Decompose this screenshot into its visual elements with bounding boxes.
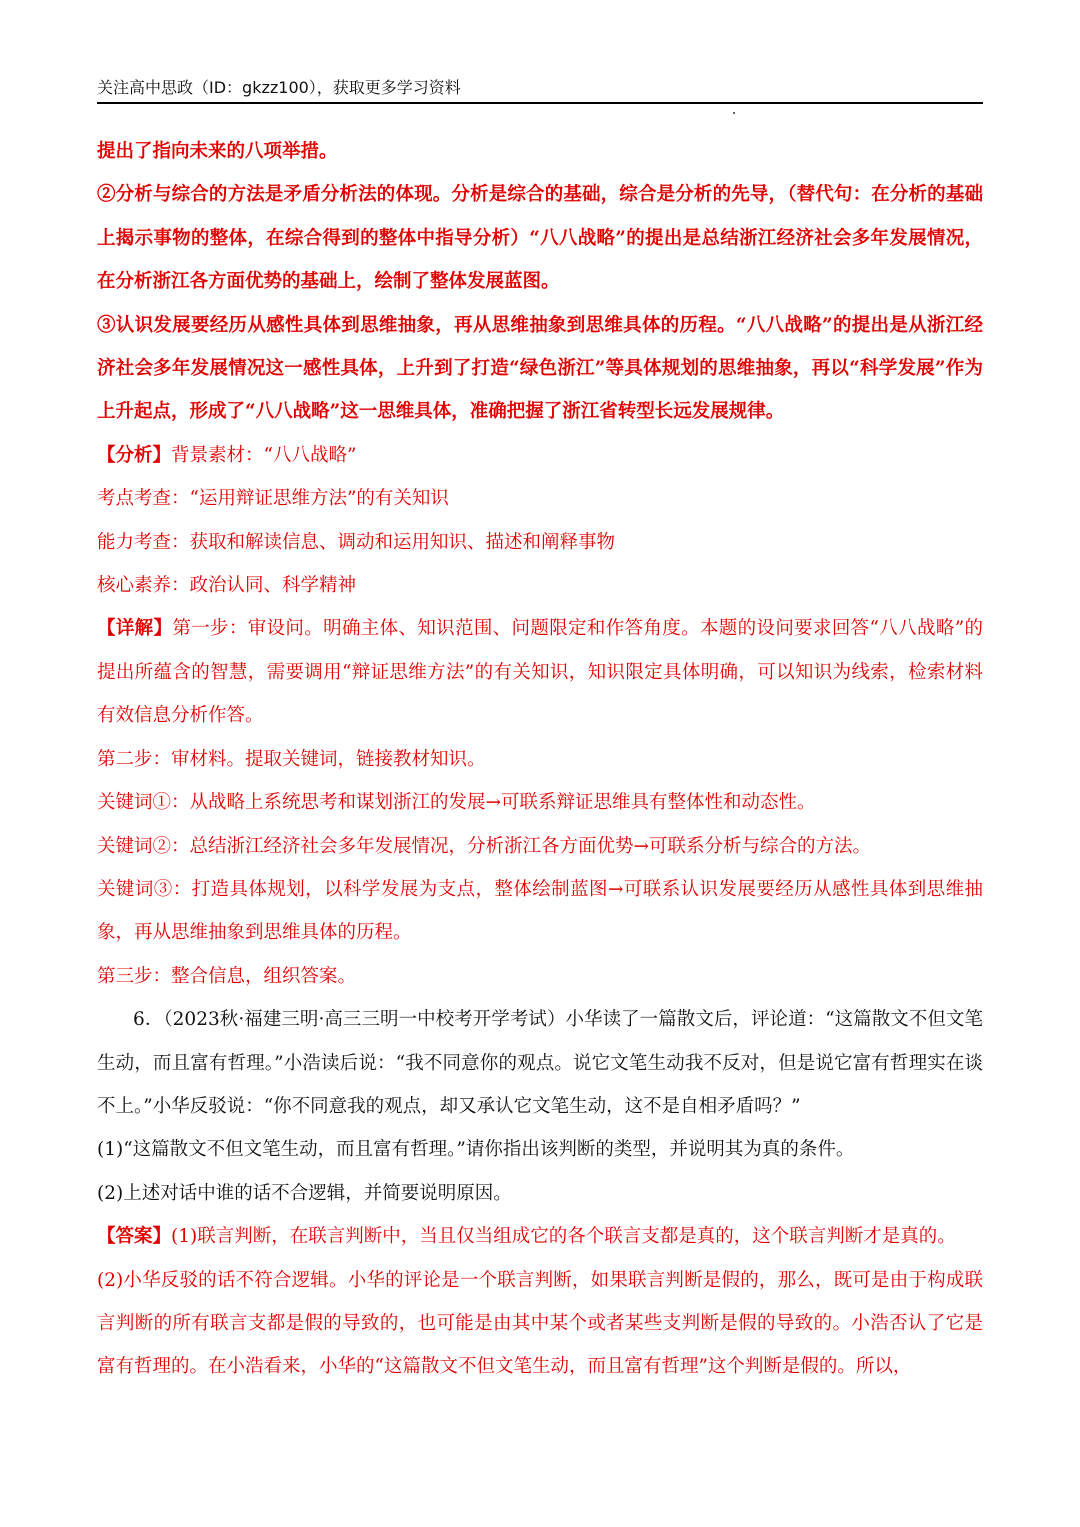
step-2: 第二步：审材料。提取关键词，链接教材知识。: [97, 748, 486, 770]
fenxi-line: [97, 434, 983, 477]
point-2: ②分析与综合的方法是矛盾分析法的体现。分析是综合的基础，综合是分析的先导，（替代句：在分析的基础上揭示事物的整体，在综合得到的整体中指导分析）“八八战略”的提出是总结浙江经济社会多年发展情况，在分析浙江各方面优势的基础上，绘制了整体发展蓝图。: [97, 184, 983, 293]
kaodian-line: 考点考查：“运用辩证思维方法”的有关知识: [97, 488, 449, 510]
keyword-1: 关键词①：从战略上系统思考和谋划浙江的发展→可联系辩证思维具有整体性和动态性。: [97, 792, 816, 814]
xiangjie-text: 第一步：审设问。明确主体、知识范围、问题限定和作答角度。本题的设问要求回答“八八战略”的提出所蕴含的智慧，需要调用“辩证思维方法”的有关知识，知识限定具体明确，可以知识为线索，检索材料有效信息分析作答。: [97, 618, 983, 727]
header-text: 关注高中思政（ID：gkzz100），获取更多学习资料: [97, 78, 461, 97]
answer-1-text: (1)联言判断，在联言判断中，当且仅当组成它的各个联言支都是真的，这个联言判断才是真的。: [171, 1226, 956, 1248]
xiangjie-label: 【详解】: [97, 618, 173, 640]
keyword-3: 关键词③：打造具体规划，以科学发展为支点，整体绘制蓝图→可联系认识发展要经历从感性具体到思维抽象，再从思维抽象到思维具体的历程。: [97, 878, 983, 944]
intro-line: 提出了指向未来的八项举措。: [97, 141, 338, 162]
stray-dot: [733, 112, 735, 114]
nengli-line: 能力考查：获取和解读信息、调动和运用知识、描述和阐释事物: [97, 531, 616, 553]
keyword-2: 关键词②：总结浙江经济社会多年发展情况，分析浙江各方面优势→可联系分析与综合的方法。: [97, 835, 872, 857]
answer-label: 【答案】: [97, 1226, 172, 1248]
suyang-line: 核心素养：政治认同、科学精神: [97, 575, 357, 597]
page-content: [97, 130, 983, 1389]
page-header: [97, 76, 983, 104]
answer-line-1: [97, 1215, 983, 1258]
point-3: ③认识发展要经历从感性具体到思维抽象，再从思维抽象到思维具体的历程。“八八战略”的提出是从浙江经济社会多年发展情况这一感性具体，上升到了打造“绿色浙江”等具体规划的思维抽象，再以“科学发展”作为上升起点，形成了“八八战略”这一思维具体，准确把握了浙江省转型长远发展规律。: [97, 314, 983, 423]
fenxi-label: 【分析】: [97, 444, 172, 466]
question-6-stem: 6．（2023秋·福建三明·高三三明一中校考开学考试）小华读了一篇散文后，评论道：“这篇散文不但文笔生动，而且富有哲理。”小浩读后说：“我不同意你的观点。说它文笔生动我不反对，但是说它富有哲理实在谈不上。”小华反驳说：“你不同意我的观点，却又承认它文笔生动，这不是自相矛盾吗？”: [97, 1009, 983, 1117]
question-6-sub-2: (2)上述对话中谁的话不合逻辑，并简要说明原因。: [97, 1182, 512, 1204]
xiangjie-paragraph: [97, 607, 983, 737]
step-3: 第三步：整合信息，组织答案。: [97, 965, 357, 987]
fenxi-text: 背景素材：“八八战略”: [171, 444, 357, 466]
answer-2: (2)小华反驳的话不符合逻辑。小华的评论是一个联言判断，如果联言判断是假的，那么，既可是由于构成联言判断的所有联言支都是假的导致的，也可能是由其中某个或者某些支判断是假的导致的。小浩否认了它是富有哲理的。在小浩看来，小华的“这篇散文不但文笔生动，而且富有哲理”这个判断是假的。所以，: [97, 1269, 983, 1378]
question-6-sub-1: (1)“这篇散文不但文笔生动，而且富有哲理。”请你指出该判断的类型，并说明其为真的条件。: [97, 1139, 855, 1161]
